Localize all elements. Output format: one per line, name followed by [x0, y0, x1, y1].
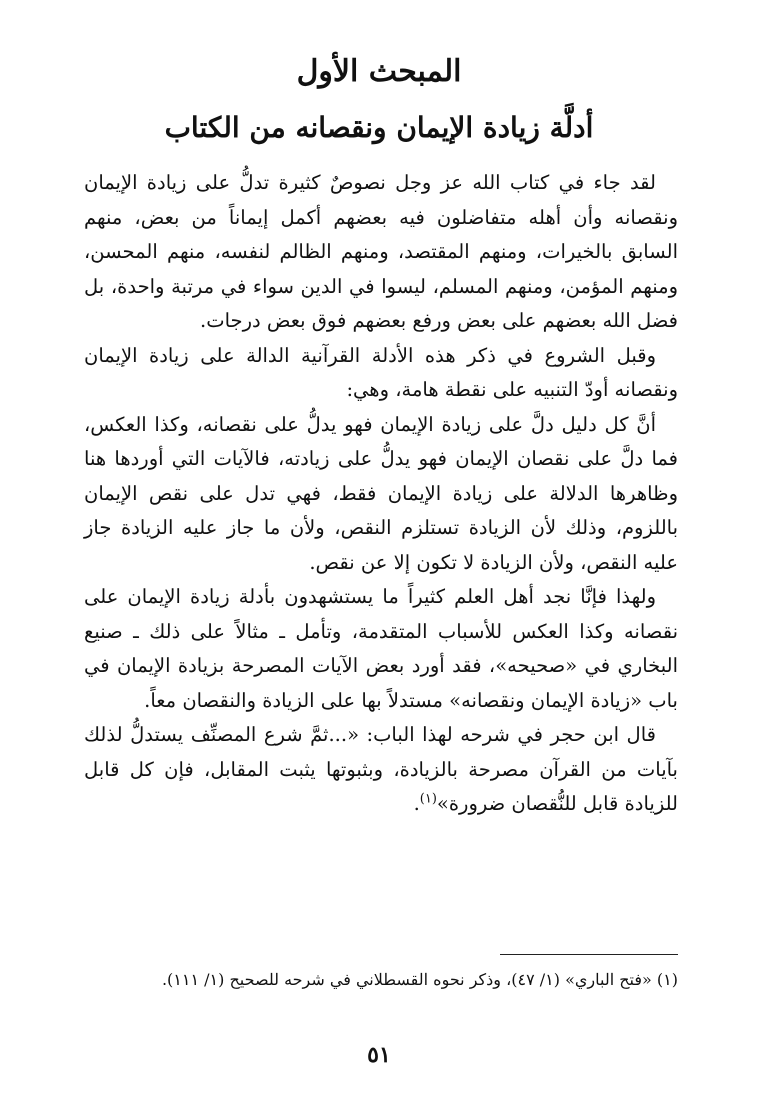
paragraph-1: لقد جاء في كتاب الله عز وجل نصوصٌ كثيرة تدلُّ على زيادة الإيمان ونقصانه وأن أهله متفاضلون فيه بعضهم أكمل إيماناً من بعض، منهم السابق بالخيرات، ومنهم المقتصد، ومنهم الظالم لنفسه، منهم المحسن، ومنهم المؤمن، ومنهم المسلم، ليسوا في الدين سواء في مرتبة واحدة، بل فضل الله بعضهم على بعض ورفع بعضهم فوق بعض درجات. [84, 171, 678, 332]
paragraph-2: وقبل الشروع في ذكر هذه الأدلة القرآنية الدالة على زيادة الإيمان ونقصانه أودّ التنبيه على نقطة هامة، وهي: [84, 343, 678, 401]
footnote-reference: (١) [419, 791, 437, 807]
body-text [84, 166, 678, 822]
paragraph-4: ولهذا فإنَّا نجد أهل العلم كثيراً ما يستشهدون بأدلة زيادة الإيمان على نقصانه وكذا العكس للأسباب المتقدمة، وتأمل ـ مثالاً على ذلك ـ صنيع البخاري في «صحيحه»، فقد أورد بعض الآيات المصرحة بزيادة الإيمان في باب «زيادة الإيمان ونقصانه» مستدلاً بها على الزيادة والنقصان معاً. [84, 585, 678, 712]
chapter-title: أدلَّة زيادة الإيمان ونقصانه من الكتاب [164, 111, 594, 144]
footnote: (١) «فتح الباري» (١/ ٤٧)، وذكر نحوه القسطلاني في شرحه للصحيح (١/ ١١١). [161, 970, 678, 989]
paragraph-5: قال ابن حجر في شرحه لهذا الباب: «...ثمَّ شرع المصنِّف يستدلُّ لذلك بآيات من القرآن مصرحة بالزيادة، وبثبوتها يثبت المقابل، فإن كل قابل للزيادة قابل للنُّقصان ضرورة»$^{(١)}$. [84, 723, 678, 815]
paragraph-3: أنَّ كل دليل دلَّ على زيادة الإيمان فهو يدلُّ على نقصانه، وكذا العكس، فما دلَّ على نقصان الإيمان فهو يدلُّ على زيادته، فالآيات التي أوردها هنا وظاهرها الدلالة على زيادة الإيمان فقط، فهي تدل على نقص الإيمان باللزوم، وذلك لأن الزيادة تستلزم النقص، ولأن ما جاز عليه الزيادة جاز عليه النقص، ولأن الزيادة لا تكون إلا عن نقص. [84, 412, 678, 574]
paragraph-end-mark: . [413, 792, 420, 815]
footnote-divider [500, 954, 678, 955]
section-title: المبحث الأول [296, 54, 462, 89]
page-number: ٥١ [367, 1042, 391, 1068]
